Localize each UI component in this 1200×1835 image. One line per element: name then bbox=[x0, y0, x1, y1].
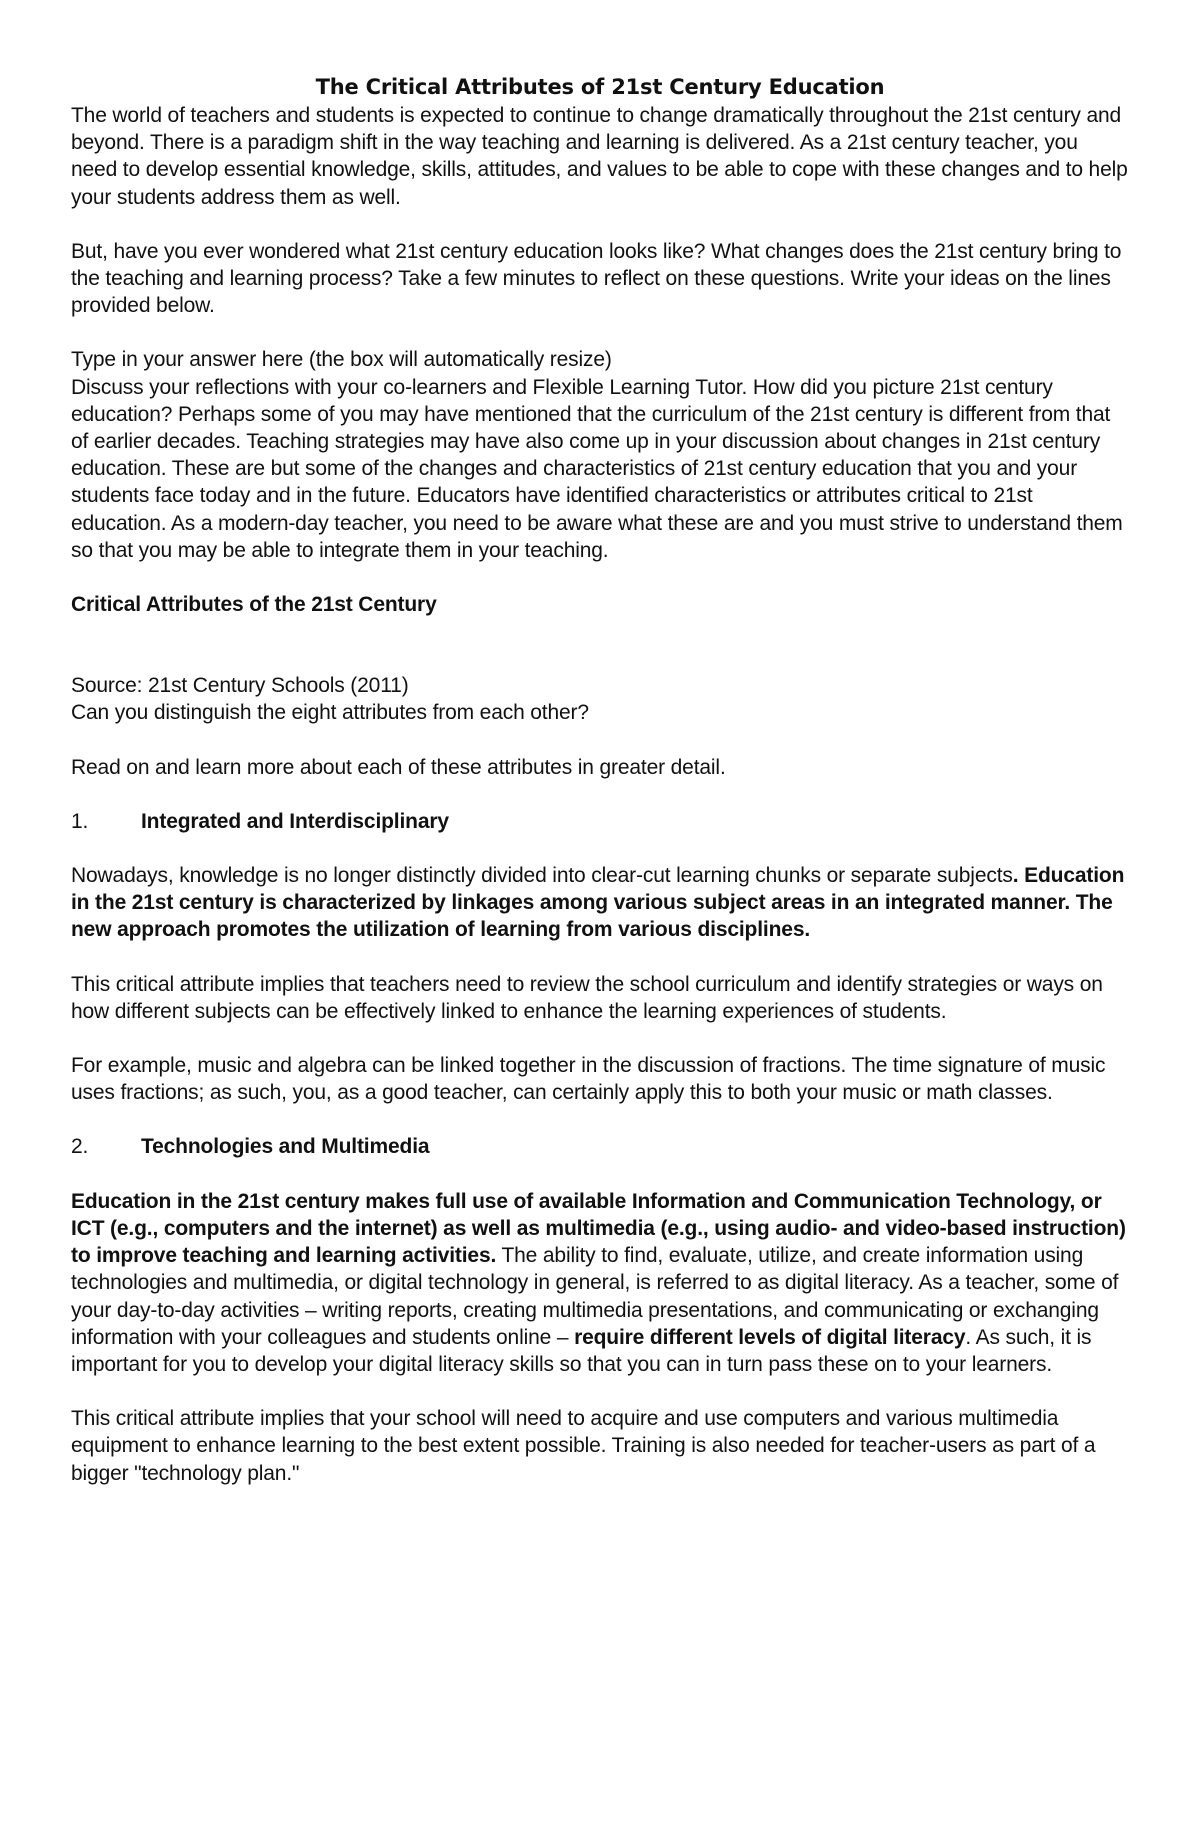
spacer bbox=[71, 944, 1129, 971]
intro-paragraph-1: The world of teachers and students is expected to continue to change dramatically throughout the 21st century and beyond. There is a paradigm shift in the way teaching and learning is delivered. As a 21st century teacher, you need to develop essential knowledge, skills, attitudes, and values to be able to cope with these changes and to help your students address them as well. bbox=[71, 104, 1128, 209]
section-2-p1-bold: Education in the 21st century makes full use of available Information and Communication Technology, or ICT (e.g., computers and the internet) as well as multimedia (e.g., using audio- and video-based instruction) to improve teaching and learning activities. bbox=[71, 1189, 1126, 1268]
attributes-question: Can you distinguish the eight attributes from each other? bbox=[71, 701, 589, 725]
spacer bbox=[71, 1161, 1129, 1188]
spacer bbox=[71, 835, 1129, 862]
spacer bbox=[71, 1025, 1129, 1052]
section-2-title: Technologies and Multimedia bbox=[141, 1135, 430, 1159]
section-1-number: 1. bbox=[71, 809, 89, 833]
attributes-heading: Critical Attributes of the 21st Century bbox=[71, 593, 437, 617]
spacer bbox=[71, 319, 1129, 346]
section-1-title: Integrated and Interdisciplinary bbox=[141, 809, 449, 833]
spacer bbox=[71, 564, 1129, 591]
spacer bbox=[71, 727, 1129, 754]
source-citation: Source: 21st Century Schools (2011) bbox=[71, 674, 409, 698]
section-1-heading bbox=[71, 808, 1129, 835]
section-2-heading bbox=[71, 1133, 1129, 1160]
intro-paragraph-3: Discuss your reflections with your co-learners and Flexible Learning Tutor. How did you picture 21st century education? Perhaps some of you may have mentioned that the curriculum of the 21st century is different from that of earlier decades. Teaching strategies may have also come up in your discussion about changes in 21st century education. These are but some of the changes and characteristics of 21st century education that you and your students face today and in the future. Educators have identified characteristics or attributes critical to 21st education. As a modern-day teacher, you need to be aware what these are and you must strive to understand them so that you may be able to integrate them in your teaching. bbox=[71, 375, 1123, 562]
spacer bbox=[71, 1106, 1129, 1133]
section-2-paragraph-2: This critical attribute implies that your school will need to acquire and use computers and various multimedia equipment to enhance learning to the best extent possible. Training is also needed for teacher-users as part of a bigger "technology plan." bbox=[71, 1407, 1096, 1485]
spacer bbox=[71, 211, 1129, 238]
spacer bbox=[71, 1378, 1129, 1405]
section-1-paragraph-2: This critical attribute implies that teachers need to review the school curriculum and identify strategies or ways on how different subjects can be effectively linked to enhance the learning experiences of students. bbox=[71, 972, 1103, 1023]
section-2-paragraph-1 bbox=[71, 1188, 1129, 1378]
answer-prompt[interactable]: Type in your answer here (the box will automatically resize) bbox=[71, 348, 612, 372]
section-2-number: 2. bbox=[71, 1135, 89, 1159]
section-1-paragraph-1 bbox=[71, 862, 1129, 944]
section-1-p1-plain: Nowadays, knowledge is no longer distinctly divided into clear-cut learning chunks or separate subjects bbox=[71, 864, 1013, 888]
section-2-p1-plain-2: . As such, it is important for you to develop your digital literacy skills so that you can in turn pass these on to your learners. bbox=[71, 1325, 1092, 1376]
figure-placeholder bbox=[71, 618, 1129, 672]
section-1-p1-bold: . Education in the 21st century is characterized by linkages among various subject areas in an integrated manner. The new approach promotes the utilization of learning from various disciplines. bbox=[71, 864, 1125, 942]
spacer bbox=[71, 781, 1129, 808]
section-1-paragraph-3: For example, music and algebra can be linked together in the discussion of fractions. The time signature of music uses fractions; as such, you, as a good teacher, can certainly apply this to both your music or math classes. bbox=[71, 1054, 1106, 1105]
section-2-p1-plain: The ability to find, evaluate, utilize, and create information using technologies and multimedia, or digital technology in general, is referred to as digital literacy. As a teacher, some of your day-to-day activities – writing reports, creating multimedia presentations, and communicating or exchanging information with your colleagues and students online – bbox=[71, 1244, 1119, 1349]
intro-paragraph-2: But, have you ever wondered what 21st century education looks like? What changes does the 21st century bring to the teaching and learning process? Take a few minutes to reflect on these questions. Write your ideas on the lines provided below. bbox=[71, 239, 1122, 318]
read-on-text: Read on and learn more about each of these attributes in greater detail. bbox=[71, 755, 726, 779]
document-title: The Critical Attributes of 21st Century Education bbox=[315, 75, 885, 99]
section-2-p1-bold-2: require different levels of digital literacy bbox=[574, 1325, 966, 1349]
